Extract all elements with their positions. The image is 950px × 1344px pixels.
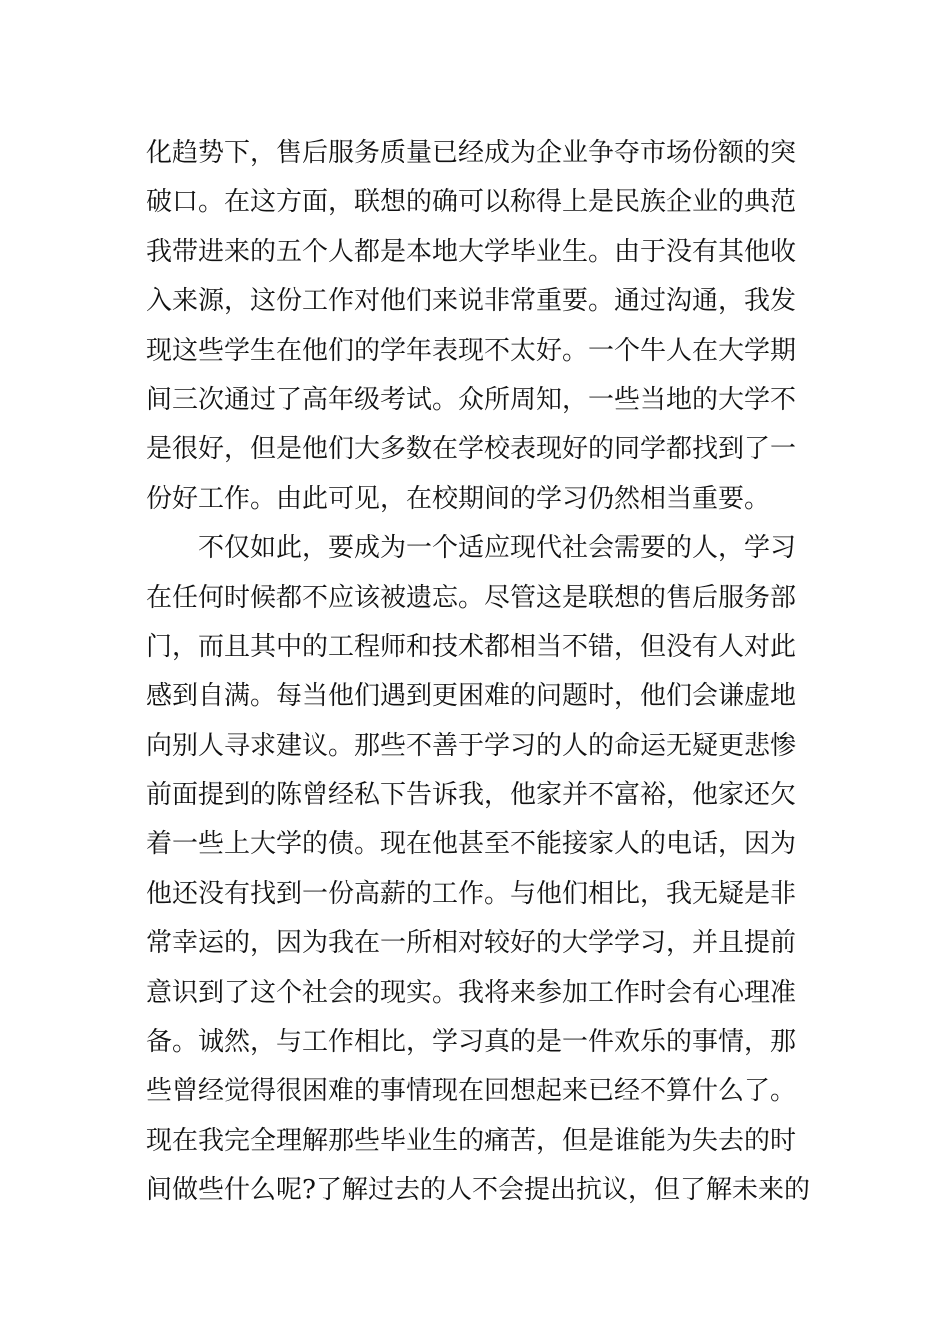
body-text (146, 129, 810, 1216)
text-line: 破口。在这方面，联想的确可以称得上是民族企业的典范 (146, 187, 797, 218)
text-line: 备。诚然，与工作相比，学习真的是一件欢乐的事情，那 (146, 1027, 797, 1058)
text-line: 意识到了这个社会的现实。我将来参加工作时会有心理准 (146, 977, 797, 1008)
text-line: 门，而且其中的工程师和技术都相当不错，但没有人对此 (146, 631, 797, 662)
text-line: 现在我完全理解那些毕业生的痛苦，但是谁能为失去的时 (146, 1125, 797, 1156)
text-line: 向别人寻求建议。那些不善于学习的人的命运无疑更悲惨 (146, 730, 797, 761)
text-line: 前面提到的陈曾经私下告诉我，他家并不富裕，他家还欠 (146, 780, 797, 811)
text-line: 着一些上大学的债。现在他甚至不能接家人的电话，因为 (146, 829, 797, 860)
text-line: 我带进来的五个人都是本地大学毕业生。由于没有其他收 (146, 236, 797, 267)
text-line: 现这些学生在他们的学年表现不太好。一个牛人在大学期 (146, 335, 797, 366)
text-line: 他还没有找到一份高薪的工作。与他们相比，我无疑是非 (146, 878, 797, 909)
text-line: 感到自满。每当他们遇到更困难的问题时，他们会谦虚地 (146, 681, 797, 712)
text-line: 入来源，这份工作对他们来说非常重要。通过沟通，我发 (146, 286, 797, 317)
text-line: 份好工作。由此可见，在校期间的学习仍然相当重要。 (146, 483, 771, 514)
text-line: 常幸运的，因为我在一所相对较好的大学学习，并且提前 (146, 928, 797, 959)
text-line: 些曾经觉得很困难的事情现在回想起来已经不算什么了。 (146, 1076, 797, 1107)
text-line: 在任何时候都不应该被遗忘。尽管这是联想的售后服务部 (146, 582, 797, 613)
text-line: 间做些什么呢?了解过去的人不会提出抗议，但了解未来的 (146, 1175, 810, 1206)
text-line: 不仅如此，要成为一个适应现代社会需要的人，学习 (146, 533, 797, 564)
text-line: 是很好，但是他们大多数在学校表现好的同学都找到了一 (146, 434, 797, 465)
text-line: 化趋势下，售后服务质量已经成为企业争夺市场份额的突 (146, 138, 797, 168)
text-line: 间三次通过了高年级考试。众所周知，一些当地的大学不 (146, 384, 797, 415)
